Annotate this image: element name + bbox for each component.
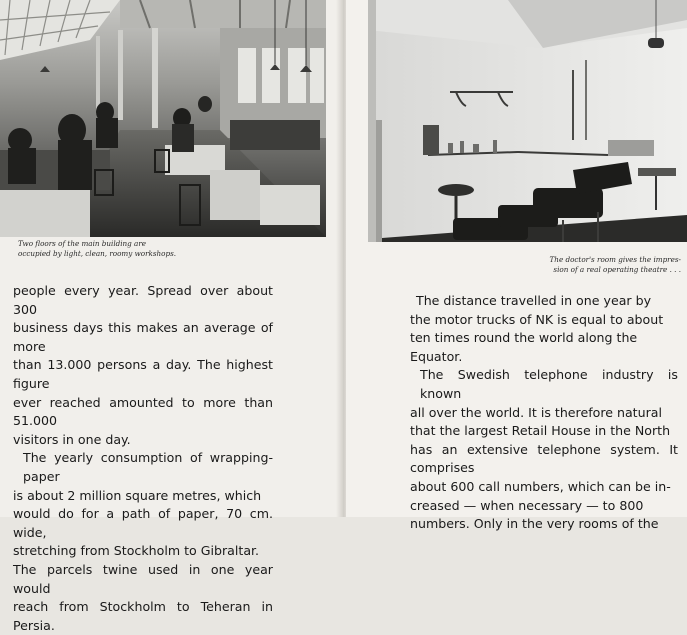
text-line: is about 2 million square metres, which <box>13 487 262 503</box>
right-body-text <box>410 292 678 534</box>
text-line: ten times round the world along the <box>410 330 638 346</box>
text-line: The yearly consumption of wrapping-paper <box>23 450 273 484</box>
text-line: has an extensive telephone system. It comprises <box>410 441 678 476</box>
text-line: The distance travelled in one year by <box>416 293 652 308</box>
paragraph-motor-trucks <box>410 292 678 366</box>
left-page <box>0 0 340 633</box>
workshop-photo <box>0 0 326 237</box>
text-line: Equator. <box>410 348 463 364</box>
text-line: than 13.000 persons a day. The highest figure <box>13 357 273 391</box>
doctors-room-photo-caption <box>481 255 681 274</box>
caption-line: sion of a real operating theatre . . . <box>553 264 681 274</box>
text-line: stretching from Stockholm to Gibraltar. <box>13 543 260 559</box>
text-line: ever reached amounted to more than 51.000 <box>13 394 273 429</box>
paragraph-telephone <box>410 366 678 533</box>
caption-line: occupied by light, clean, roomy workshops. <box>18 248 177 258</box>
paragraph-wrapping-paper <box>13 449 273 635</box>
caption-line: Two floors of the main building are <box>18 239 147 248</box>
text-line: people every year. Spread over about 300 <box>13 283 273 317</box>
left-body-text <box>13 282 273 635</box>
text-line: visitors in one day. <box>13 431 131 447</box>
text-line: the motor trucks of NK is equal to about <box>410 311 664 327</box>
text-line: business days this makes an average of more <box>13 320 273 354</box>
text-line: all over the world. It is therefore natural <box>410 404 662 420</box>
text-line: that the largest Retail House in the North <box>410 423 671 439</box>
text-line: would do for a path of paper, 70 cm. wide, <box>13 506 273 540</box>
text-line: creased — when necessary — to 800 <box>410 497 644 513</box>
text-line: The Swedish telephone industry is known <box>420 367 678 401</box>
right-page <box>346 0 687 532</box>
text-line: numbers. Only in the very rooms of the <box>410 516 659 532</box>
paragraph-visitors <box>13 282 273 449</box>
caption-line: The doctor's room gives the impres- <box>549 255 681 264</box>
workshop-photo-caption <box>18 239 218 258</box>
text-line: The parcels twine used in one year would <box>13 561 273 596</box>
text-line: reach from Stockholm to Teheran in Persia. <box>13 599 273 633</box>
text-line: about 600 call numbers, which can be in- <box>410 478 671 494</box>
doctors-room-photo <box>368 0 687 242</box>
